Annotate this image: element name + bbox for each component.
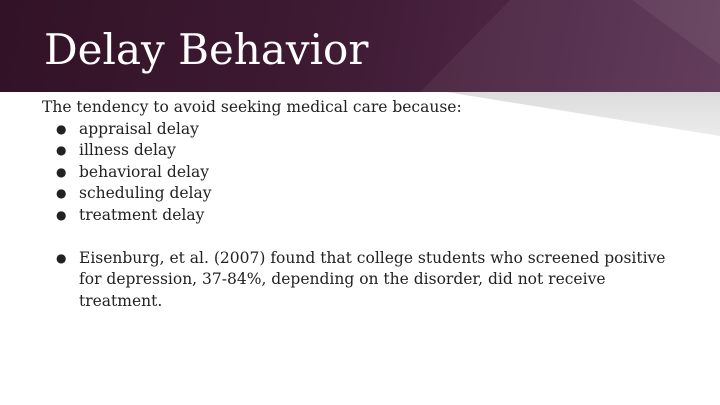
bullet-icon: ● bbox=[56, 250, 67, 265]
bullet-icon: ● bbox=[56, 143, 67, 158]
list-item bbox=[42, 140, 682, 162]
title-banner bbox=[0, 0, 720, 92]
list-item bbox=[42, 183, 682, 205]
list-item-text: behavioral delay bbox=[79, 162, 209, 181]
list-item bbox=[42, 248, 682, 313]
slide-title: Delay Behavior bbox=[44, 25, 369, 74]
list-item-text: treatment delay bbox=[79, 205, 205, 224]
list-item bbox=[42, 205, 682, 227]
bullet-icon: ● bbox=[56, 164, 67, 179]
bullet-icon: ● bbox=[56, 121, 67, 136]
bullet-icon: ● bbox=[56, 207, 67, 222]
list-item bbox=[42, 119, 682, 141]
finding-text: Eisenburg, et al. (2007) found that college students who screened positive for depression, 37-84%, depending on the disorder, did not receive treatment. bbox=[79, 248, 666, 310]
finding-list bbox=[42, 248, 682, 313]
list-item-text: illness delay bbox=[79, 141, 176, 160]
list-item bbox=[42, 162, 682, 184]
list-item-text: scheduling delay bbox=[79, 184, 212, 203]
slide-body bbox=[42, 97, 682, 312]
bullet-icon: ● bbox=[56, 186, 67, 201]
intro-text: The tendency to avoid seeking medical care because: bbox=[42, 98, 462, 116]
delay-types-list bbox=[42, 119, 682, 227]
list-item-text: appraisal delay bbox=[79, 119, 199, 138]
